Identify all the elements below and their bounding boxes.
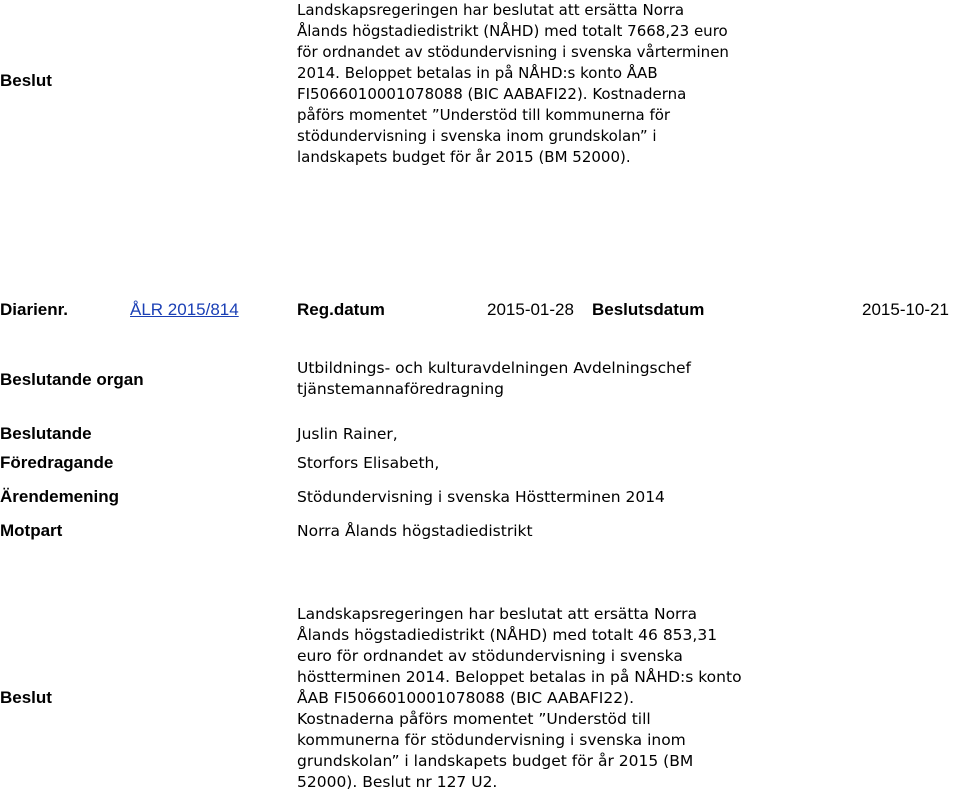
beslut-line: ÅAB FI5066010001078088 (BIC AABAFI22). bbox=[297, 689, 635, 707]
beslut-line: för ordnandet av stödundervisning i svenska vårterminen bbox=[297, 43, 729, 61]
beslut-line: 2014. Beloppet betalas in på NÅHD:s konto ÅAB bbox=[297, 64, 658, 82]
beslut-line: Ålands högstadiedistrikt (NÅHD) med totalt 46 853,31 bbox=[297, 626, 718, 644]
beslut-line: Landskapsregeringen har beslutat att ersätta Norra bbox=[297, 605, 698, 623]
diarienr-link[interactable]: ÅLR 2015/814 bbox=[130, 300, 239, 319]
beslut-text-2 bbox=[297, 604, 767, 793]
beslutande-label: Beslutande bbox=[0, 424, 92, 443]
foredragande-label: Föredragande bbox=[0, 453, 114, 472]
arendemening-value: Stödundervisning i svenska Höstterminen 2014 bbox=[297, 488, 665, 506]
regdatum-label: Reg.datum bbox=[297, 300, 385, 319]
beslut-line: Kostnaderna påförs momentet ”Understöd till bbox=[297, 710, 651, 728]
beslut-line: stödundervisning i svenska inom grundskolan” i bbox=[297, 127, 657, 145]
beslutande-value: Juslin Rainer, bbox=[297, 425, 398, 443]
beslut-line: påförs momentet ”Understöd till kommunerna för bbox=[297, 106, 671, 124]
beslut-line: landskapets budget för år 2015 (BM 52000). bbox=[297, 148, 631, 166]
diarienr-label: Diarienr. bbox=[0, 300, 69, 319]
beslut-text-1 bbox=[297, 0, 767, 168]
organ-line: Utbildnings- och kulturavdelningen Avdelningschef bbox=[297, 359, 691, 377]
beslut-line: Ålands högstadiedistrikt (NÅHD) med totalt 7668,23 euro bbox=[297, 22, 728, 40]
beslut-line: Landskapsregeringen har beslutat att ersätta Norra bbox=[297, 1, 685, 19]
arendemening-label: Ärendemening bbox=[0, 487, 120, 506]
regdatum-value: 2015-01-28 bbox=[487, 300, 574, 319]
foredragande-value: Storfors Elisabeth, bbox=[297, 454, 440, 472]
beslutsdatum-label: Beslutsdatum bbox=[592, 300, 705, 319]
beslut-line: kommunerna för stödundervisning i svenska inom bbox=[297, 731, 686, 749]
organ-line: tjänstemannaföredragning bbox=[297, 380, 504, 398]
beslut-line: höstterminen 2014. Beloppet betalas in på NÅHD:s konto bbox=[297, 668, 742, 686]
beslutande-organ-value bbox=[297, 358, 691, 400]
beslutande-organ-label: Beslutande organ bbox=[0, 370, 144, 389]
motpart-label: Motpart bbox=[0, 521, 63, 540]
beslut-line: FI5066010001078088 (BIC AABAFI22). Kostnaderna bbox=[297, 85, 687, 103]
beslut-label-1: Beslut bbox=[0, 71, 52, 90]
beslut-line: 52000). Beslut nr 127 U2. bbox=[297, 773, 498, 791]
beslutsdatum-value: 2015-10-21 bbox=[862, 300, 949, 319]
beslut-label-2: Beslut bbox=[0, 688, 52, 707]
beslut-line: grundskolan” i landskapets budget för år 2015 (BM bbox=[297, 752, 694, 770]
motpart-value: Norra Ålands högstadiedistrikt bbox=[297, 522, 533, 540]
beslut-line: euro för ordnandet av stödundervisning i svenska bbox=[297, 647, 683, 665]
